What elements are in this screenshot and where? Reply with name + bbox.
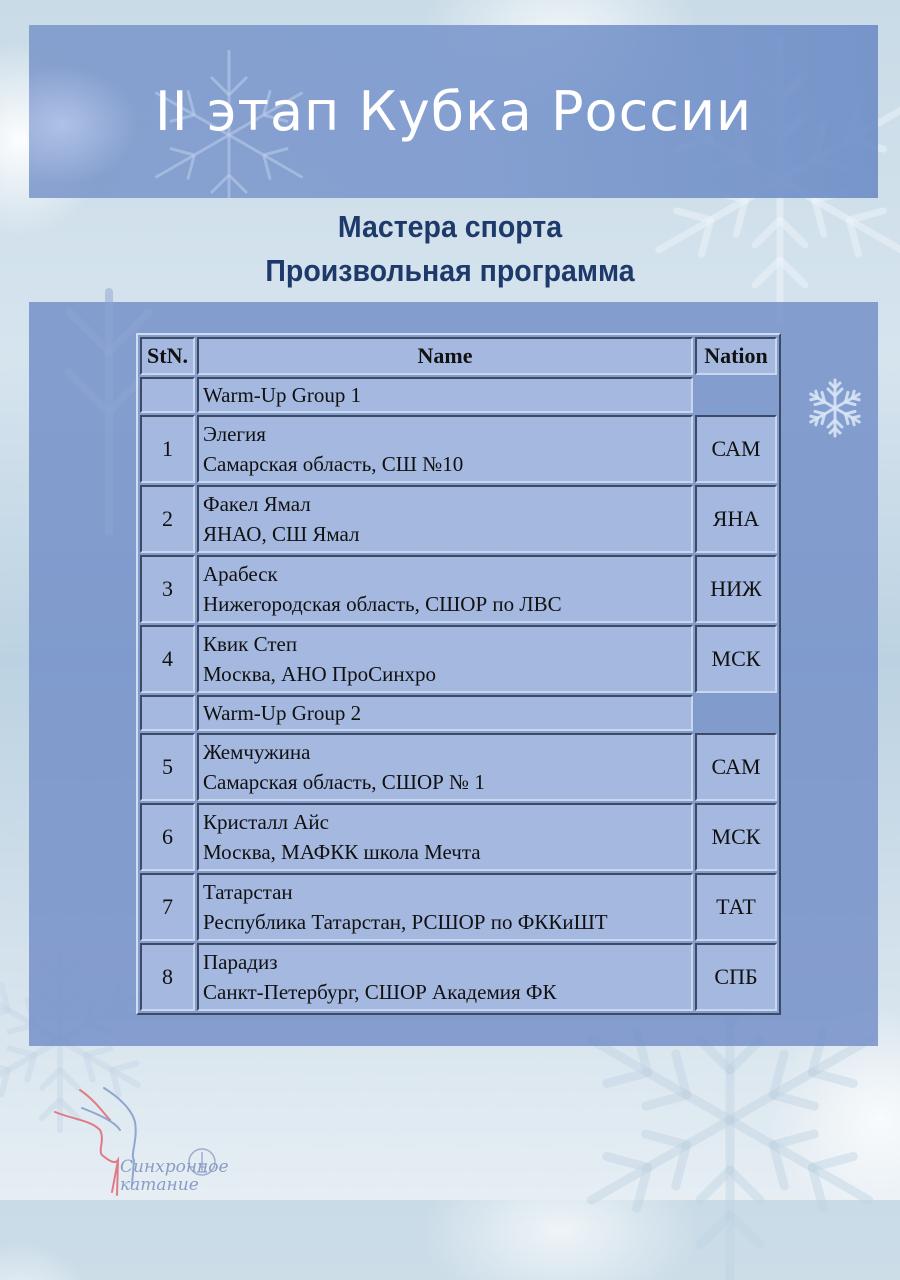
logo-wordmark	[120, 1158, 229, 1194]
name-cell	[197, 733, 693, 801]
table-row	[140, 485, 777, 553]
team-name: Арабеск	[203, 562, 278, 586]
nation-cell: МСК	[695, 803, 777, 871]
snowflake-icon	[805, 378, 865, 438]
nation-cell: НИЖ	[695, 555, 777, 623]
nation-cell: САМ	[695, 733, 777, 801]
club-name: Республика Татарстан, РСШОР по ФККиШТ	[203, 910, 608, 934]
subtitle	[0, 205, 900, 293]
name-cell	[197, 555, 693, 623]
title-banner	[29, 25, 878, 198]
team-name: Татарстан	[203, 880, 293, 904]
team-name: Парадиз	[203, 950, 278, 974]
logo-line1: Синхронное	[120, 1157, 229, 1177]
nation-cell: ЯНА	[695, 485, 777, 553]
category-label: Мастера спорта	[337, 209, 563, 244]
name-cell	[197, 625, 693, 693]
table-row	[140, 415, 777, 483]
club-name: Самарская область, СШОР № 1	[203, 770, 485, 794]
start-order-table	[136, 333, 781, 1015]
column-header-nation: Nation	[695, 337, 777, 375]
stn-cell	[140, 377, 195, 413]
stn-cell: 1	[140, 415, 195, 483]
team-name: Факел Ямал	[203, 492, 311, 516]
name-cell	[197, 415, 693, 483]
nation-cell: МСК	[695, 625, 777, 693]
table-row	[140, 733, 777, 801]
table-row	[140, 803, 777, 871]
name-cell	[197, 943, 693, 1011]
club-name: ЯНАО, СШ Ямал	[203, 522, 360, 546]
nation-cell: ТАТ	[695, 873, 777, 941]
warmup-group-label: Warm-Up Group 1	[197, 377, 693, 413]
club-name: Москва, МАФКК школа Мечта	[203, 840, 481, 864]
stn-cell: 5	[140, 733, 195, 801]
club-name: Санкт-Петербург, СШОР Академия ФК	[203, 980, 557, 1004]
table-header-row	[140, 337, 777, 375]
stn-cell: 6	[140, 803, 195, 871]
warmup-group-label: Warm-Up Group 2	[197, 695, 693, 731]
stn-cell: 7	[140, 873, 195, 941]
table-row	[140, 555, 777, 623]
team-name: Жемчужина	[203, 740, 311, 764]
name-cell	[197, 873, 693, 941]
team-name: Квик Степ	[203, 632, 298, 656]
name-cell	[197, 803, 693, 871]
logo-line2: катание	[120, 1175, 199, 1195]
club-name: Москва, АНО ПроСинхро	[203, 662, 437, 686]
empty-cell	[695, 377, 777, 413]
nation-cell: СПБ	[695, 943, 777, 1011]
club-name: Самарская область, СШ №10	[203, 452, 464, 476]
team-name: Элегия	[203, 422, 266, 446]
stn-cell: 2	[140, 485, 195, 553]
table-row	[140, 943, 777, 1011]
club-name: Нижегородская область, СШОР по ЛВС	[203, 592, 562, 616]
stn-cell: 8	[140, 943, 195, 1011]
empty-cell	[695, 695, 777, 731]
stn-cell	[140, 695, 195, 731]
name-cell	[197, 485, 693, 553]
light-glow	[29, 65, 139, 185]
column-header-stn: StN.	[140, 337, 195, 375]
stn-cell: 3	[140, 555, 195, 623]
team-name: Кристалл Айс	[203, 810, 329, 834]
column-header-name: Name	[197, 337, 693, 375]
nation-cell: САМ	[695, 415, 777, 483]
warmup-group-row	[140, 377, 777, 413]
table-row	[140, 873, 777, 941]
page-title: II этап Кубка России	[154, 80, 753, 143]
warmup-group-row	[140, 695, 777, 731]
segment-label: Произвольная программа	[265, 253, 635, 288]
stn-cell: 4	[140, 625, 195, 693]
table-row	[140, 625, 777, 693]
